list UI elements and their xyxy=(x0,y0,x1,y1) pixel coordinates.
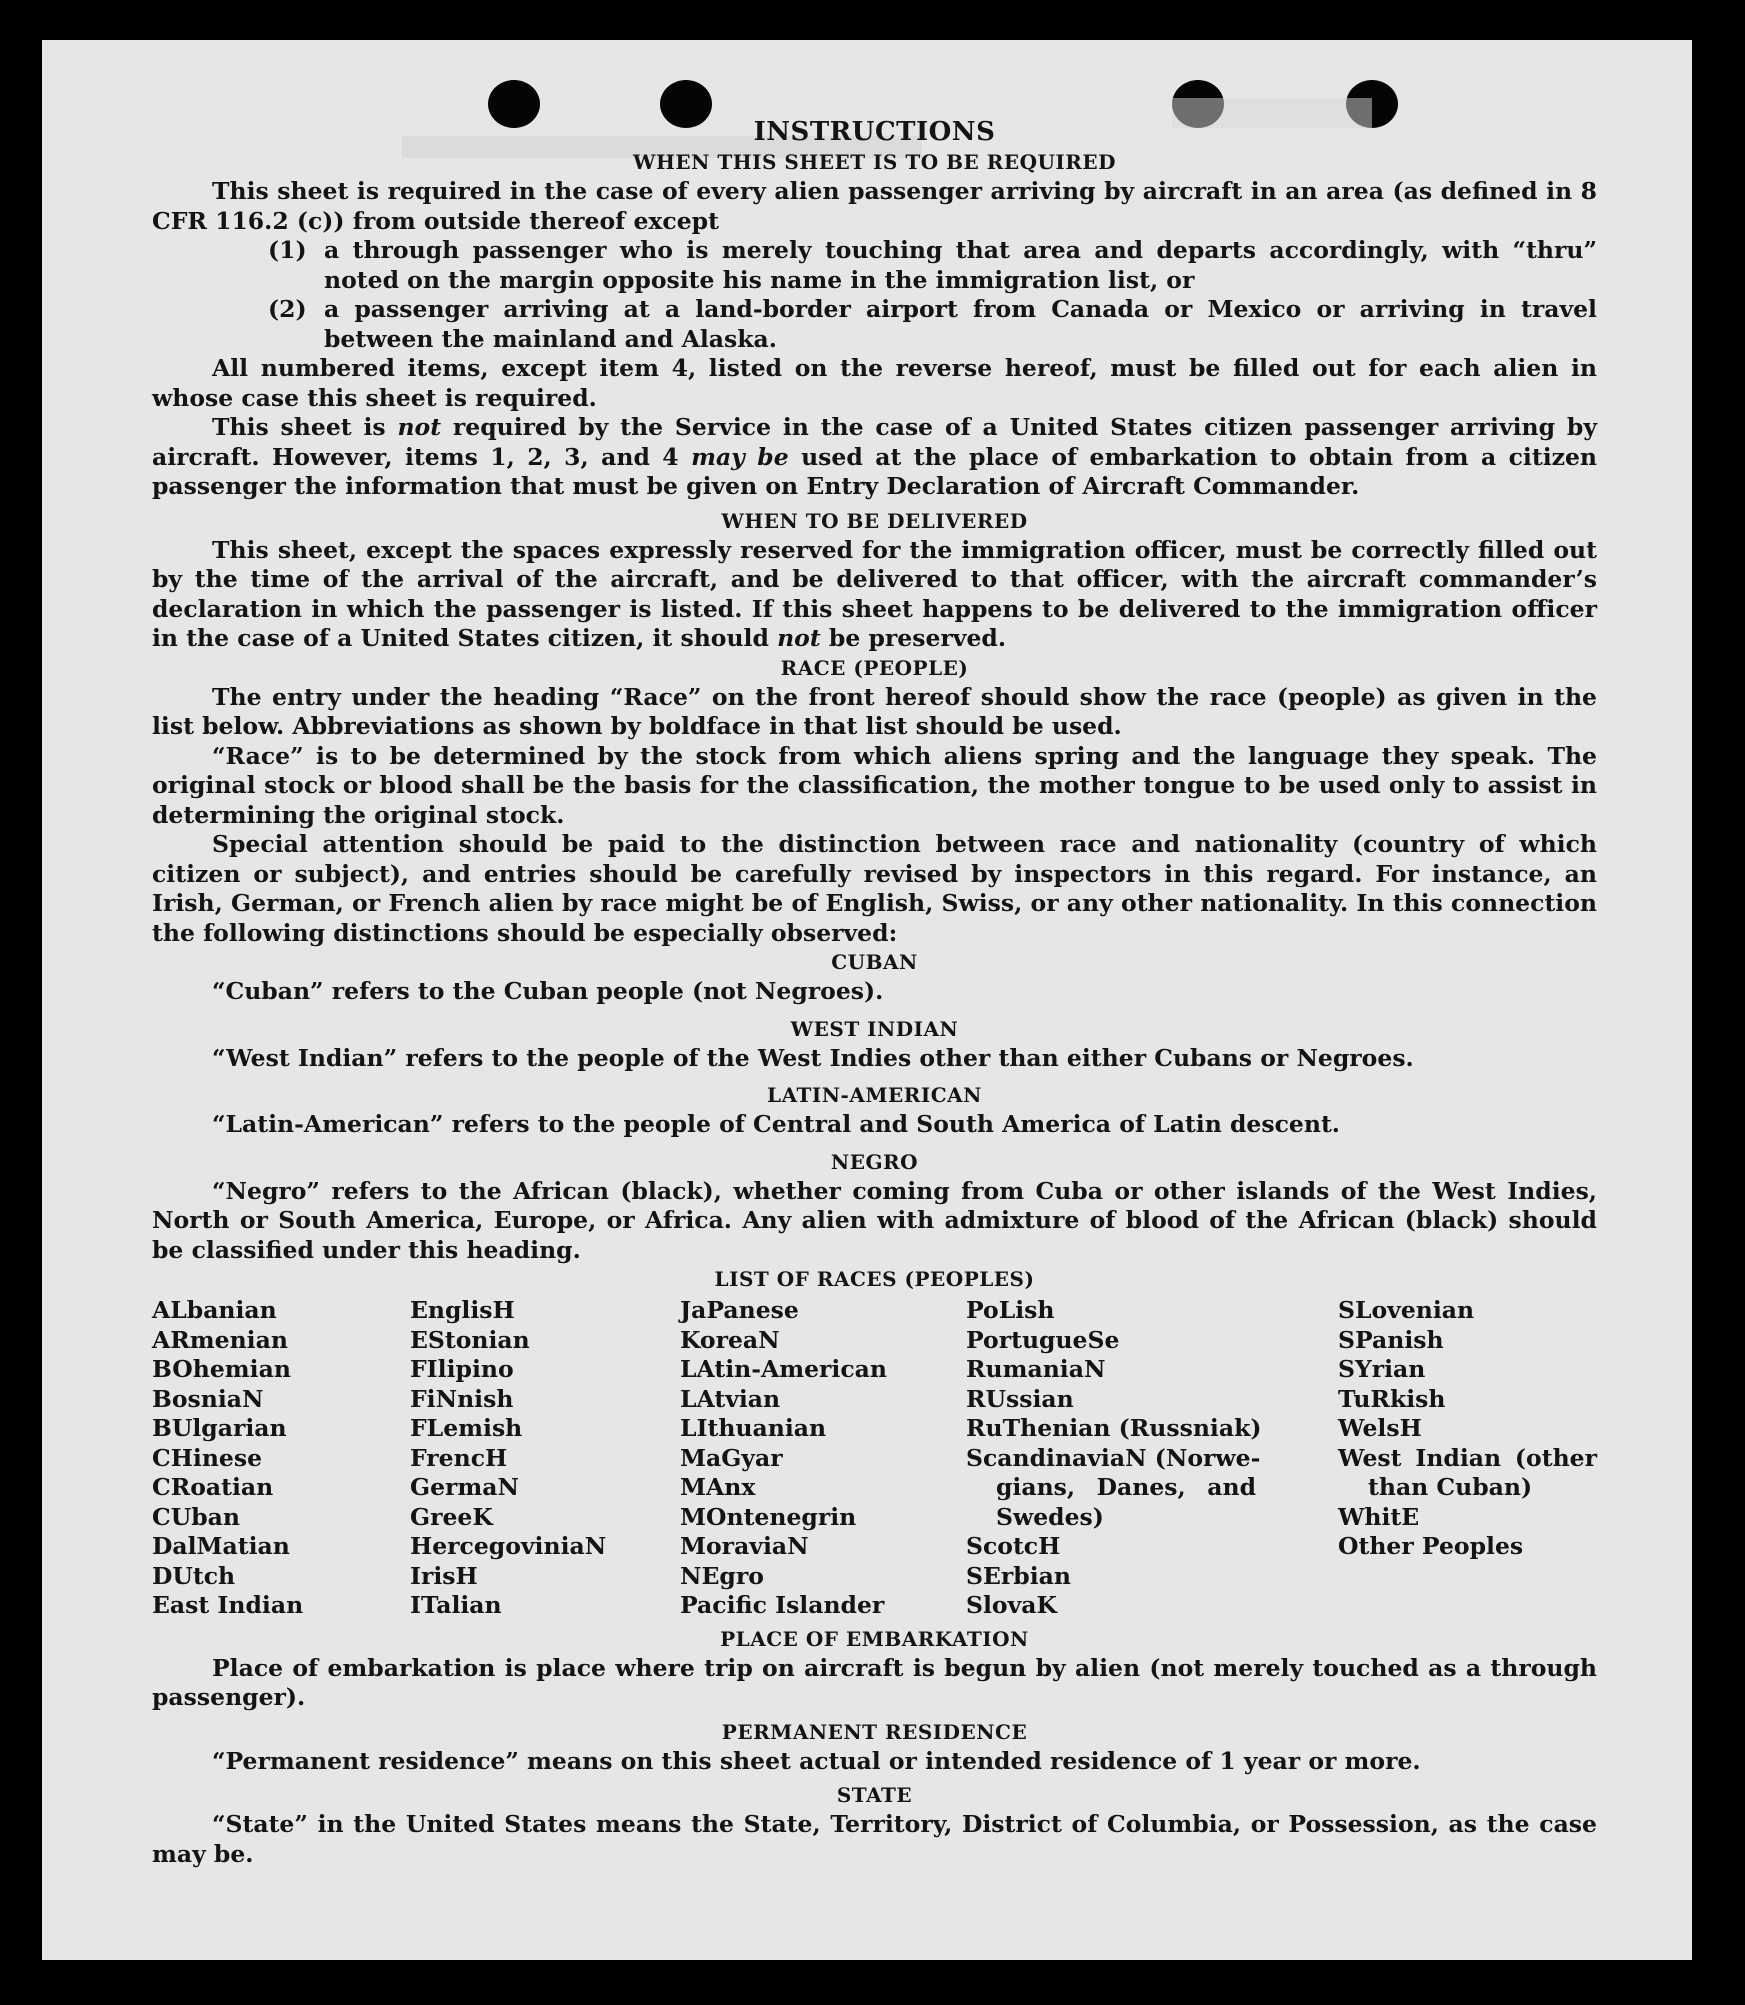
race-column-1 xyxy=(152,1296,410,1621)
paragraph-state: “State” in the United States means the State, Territory, District of Columbia, or Possession, as the case may be. xyxy=(152,1810,1597,1868)
race-item: JaPanese xyxy=(680,1296,799,1324)
race-item: SErbian xyxy=(966,1561,1071,1590)
race-item: MOntenegrin xyxy=(680,1502,857,1531)
citizen-text-2: required by the Service in the case of a United States citizen passenger arriving by aircraft. However, items 1, 2, 3, and 4 xyxy=(152,413,1597,471)
race-item: SlovaK xyxy=(966,1591,1057,1619)
race-item: PoLish xyxy=(966,1296,1055,1324)
race-item: DUtch xyxy=(152,1561,236,1590)
race-item: Other Peoples xyxy=(1338,1532,1524,1560)
paragraph-residence: “Permanent residence” means on this sheet actual or intended residence of 1 year or more. xyxy=(212,1746,1421,1775)
race-item: SYrian xyxy=(1338,1355,1426,1383)
paragraph-latin-american: “Latin-American” refers to the people of Central and South America of Latin descent. xyxy=(212,1110,1340,1138)
exception-1 xyxy=(268,236,1597,295)
race-item: BosniaN xyxy=(152,1384,264,1413)
heading-when-required: WHEN THIS SHEET IS TO BE REQUIRED xyxy=(633,150,1116,174)
race-item: FLemish xyxy=(410,1414,523,1442)
paragraph-race-2: “Race” is to be determined by the stock from which aliens spring and the language they speak. The original stock or blood shall be the basis for the classification, the mother tongue to be used only to assist in determining the original stock. xyxy=(152,741,1597,829)
race-item: ScotcH xyxy=(966,1532,1061,1560)
race-item: FIlipino xyxy=(410,1355,514,1383)
paragraph-embarkation: Place of embarkation is place where trip on aircraft is begun by alien (not merely touched as a through passenger). xyxy=(152,1653,1597,1711)
race-item: CRoatian xyxy=(152,1473,274,1501)
race-item-line: West Indian (other xyxy=(1338,1443,1597,1472)
race-item-line: Swedes) xyxy=(996,1502,1104,1531)
delivery-text-2: be preserved. xyxy=(820,624,1007,652)
paragraph-numbered-items: All numbered items, except item 4, listed on the reverse hereof, must be filled out for each alien in whose case this sheet is required. xyxy=(152,354,1597,412)
document-sheet xyxy=(42,40,1692,1960)
race-item: EStonian xyxy=(410,1325,530,1354)
paragraph-negro: “Negro” refers to the African (black), whether coming from Cuba or other islands of the West Indies, North or South America, Europe, or Africa. Any alien with admixture of blood of the African (black) should be classified under this heading. xyxy=(152,1176,1597,1264)
race-item-west-indian xyxy=(1338,1444,1597,1503)
paragraph-delivery xyxy=(152,536,1597,654)
heading-when-delivered: WHEN TO BE DELIVERED xyxy=(721,508,1028,533)
race-item: LAtvian xyxy=(680,1384,781,1413)
heading-race: RACE (PEOPLE) xyxy=(780,655,969,680)
citizen-text-3: used at the place of embarkation to obtain from a citizen passenger the information that must be given on Entry Declaration of Aircraft Commander. xyxy=(152,442,1597,500)
delivery-emphasis-not: not xyxy=(777,624,821,652)
race-item: RuThenian (Russniak) xyxy=(966,1414,1262,1442)
race-item: KoreaN xyxy=(680,1325,780,1354)
page-title: INSTRUCTIONS xyxy=(753,117,996,147)
heading-negro: NEGRO xyxy=(830,1149,919,1174)
race-item: Pacific Islander xyxy=(680,1591,885,1619)
race-item: EnglisH xyxy=(410,1296,515,1324)
race-item: GermaN xyxy=(410,1473,519,1501)
exception-1-text: a through passenger who is merely touching that area and departs accordingly, with “thru” noted on the margin opposite his name in the immigration list, or xyxy=(324,236,1597,294)
race-item: SPanish xyxy=(1338,1325,1444,1354)
exception-2 xyxy=(268,295,1597,354)
heading-residence: PERMANENT RESIDENCE xyxy=(721,1719,1028,1744)
paragraph-race-1: The entry under the heading “Race” on the front hereof should show the race (people) as given in the list below. Abbreviations as shown by boldface in that list should be used. xyxy=(152,682,1597,740)
race-item: WelsH xyxy=(1338,1414,1422,1442)
race-item: FiNnish xyxy=(410,1384,514,1413)
race-item: RUssian xyxy=(966,1384,1074,1413)
heading-cuban: CUBAN xyxy=(831,950,918,974)
race-item: CHinese xyxy=(152,1443,263,1472)
race-list xyxy=(152,1296,1597,1621)
paragraph-west-indian: “West Indian” refers to the people of the West Indies other than either Cubans or Negroes. xyxy=(212,1043,1414,1072)
race-item: LIthuanian xyxy=(680,1414,827,1442)
instructions-text xyxy=(152,116,1597,1869)
race-item: MoraviaN xyxy=(680,1532,809,1560)
race-item: MAnx xyxy=(680,1473,756,1501)
race-item: ALbanian xyxy=(152,1296,277,1324)
paragraph-race-3: Special attention should be paid to the distinction between race and nationality (country of which citizen or subject), and entries should be carefully revised by inspectors in this regard. For instance, an Irish, German, or French alien by race might be of English, Swiss, or any other nationality. In this connection the following distinctions should be especially observed: xyxy=(152,830,1597,947)
heading-embarkation: PLACE OF EMBARKATION xyxy=(720,1626,1029,1651)
race-item: WhitE xyxy=(1338,1502,1420,1531)
race-item: DalMatian xyxy=(152,1532,290,1560)
race-column-2 xyxy=(410,1296,680,1621)
paragraph-cuban: “Cuban” refers to the Cuban people (not Negroes). xyxy=(212,977,884,1005)
race-item: BOhemian xyxy=(152,1355,291,1383)
race-item-line: ScandinaviaN (Norwe- xyxy=(966,1443,1261,1472)
citizen-emphasis-not: not xyxy=(397,413,442,441)
race-item: CUban xyxy=(152,1502,240,1531)
race-item-line: gians, Danes, and xyxy=(996,1473,1256,1501)
race-item: GreeK xyxy=(410,1502,493,1531)
exception-2-number: (2) xyxy=(268,295,307,323)
race-item: ITalian xyxy=(410,1591,502,1619)
race-column-4 xyxy=(966,1296,1262,1621)
paragraph-requirement: This sheet is required in the case of every alien passenger arriving by aircraft in an area (as defined in 8 CFR 116.2 (c)) from outside thereof except xyxy=(152,177,1597,235)
exception-2-text: a passenger arriving at a land-border airport from Canada or Mexico or arriving in travel between the mainland and Alaska. xyxy=(324,295,1597,353)
race-item: HercegoviniaN xyxy=(410,1532,607,1560)
heading-west-indian: WEST INDIAN xyxy=(790,1016,959,1041)
heading-list-of-races: LIST OF RACES (PEOPLES) xyxy=(714,1267,1035,1291)
race-item: MaGyar xyxy=(680,1443,783,1472)
heading-state: STATE xyxy=(836,1783,913,1807)
race-item: TuRkish xyxy=(1338,1384,1446,1413)
race-item-scandinavian xyxy=(966,1443,1261,1533)
race-item: RumaniaN xyxy=(966,1355,1106,1383)
exception-1-number: (1) xyxy=(268,236,307,264)
race-item: East Indian xyxy=(152,1591,304,1619)
race-item-line: than Cuban) xyxy=(1368,1473,1533,1501)
race-column-3 xyxy=(680,1296,966,1621)
race-item: IrisH xyxy=(410,1561,478,1590)
heading-latin-american: LATIN-AMERICAN xyxy=(767,1083,982,1107)
race-item: LAtin-American xyxy=(680,1355,887,1383)
race-item: NEgro xyxy=(680,1561,764,1590)
race-column-5 xyxy=(1338,1296,1597,1621)
citizen-emphasis-may-be: may be xyxy=(691,442,789,471)
race-item: PortugueSe xyxy=(966,1325,1120,1354)
delivery-text-1: This sheet, except the spaces expressly reserved for the immigration officer, must be correctly filled out by the time of the arrival of the aircraft, and be delivered to that officer, with the aircraft commander’s declaration in which the passenger is listed. If this sheet happens to be delivered to the immigration officer in the case of a United States citizen, it should xyxy=(152,535,1597,652)
race-item: SLovenian xyxy=(1338,1296,1475,1324)
citizen-text-1: This sheet is xyxy=(212,413,398,441)
race-item: BUlgarian xyxy=(152,1414,287,1442)
paragraph-citizen xyxy=(152,413,1597,502)
race-item: ARmenian xyxy=(152,1325,288,1354)
race-item: FrencH xyxy=(410,1443,508,1472)
